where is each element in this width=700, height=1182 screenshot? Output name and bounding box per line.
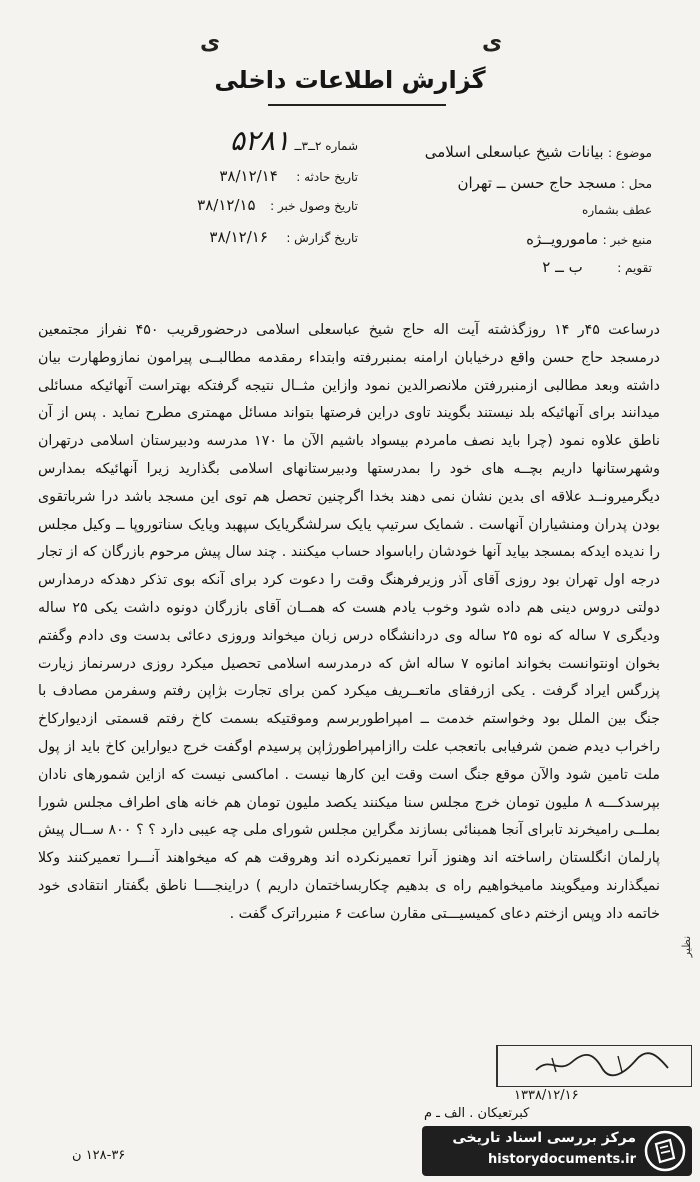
subject-value: بیانات شیخ عباسعلی اسلامی bbox=[424, 143, 604, 161]
receive-date-label: تاریخ وصول خبر : bbox=[270, 199, 358, 213]
receive-date-row bbox=[197, 196, 358, 214]
reference-row bbox=[582, 202, 652, 218]
place-row bbox=[457, 174, 652, 192]
rating-row bbox=[542, 258, 652, 276]
place-value: مسجد حاج حسن ــ تهران bbox=[457, 174, 617, 192]
event-date-row bbox=[219, 167, 358, 185]
report-date-value: ۳۸/۱۲/۱۶ bbox=[209, 228, 268, 246]
report-body bbox=[38, 317, 660, 929]
signature-name: کبرتعیکان . الف ـ م bbox=[424, 1106, 530, 1121]
report-paragraph: درساعت ۴۵ر ۱۴ روزگذشته آیت اله حاج شیخ عباسعلی اسلامی درحضورقریب ۴۵۰ نفراز مجتمعین درمسجد حاج حسن واقع درخیابان ارامنه بمنبررفته وابتداء رمقدمه مطالبــی پیرامون نمازوطهارت بیان داشته وبعد مطالبی ازمنبررفتن ملانصرالدین نمود وازاین مثــال نتیجه گرفتکه بهتراست آنهائیکه مسائلی میدانند برای آنهائیکه بلد نیستند بگویند تاوی دراین فرصتها بتواند مسائل مهمتری مطرح نماید . پس از آن ناطق علاوه نمود (چرا باید نصف مامردم بیسواد باشیم الآن ما ۱۷۰ مدرسه ودبیرستان اسلامی درتهران وشهرستانها داریم بچــه های خود را بمدرستها ودبیرستانهای اسلامی بگذارید زیرا آنهائیکه بمدارس دیگرمیرونــد علاقه ای بدین نشان نمی دهند بخدا اگرچنین تحصل هم توی این مسجد باشد درا شرباتقوی بودن پدران ومنشیاران آنهاست . شمایک سرتیپ یایک سرلشگریایک سپهبد ویایک سناتوروپا ــ وکیل مجلس را ندیده ایدکه بمسجد بیاید آنها خودشان راباسواد حساب میکنند . چند سال پیش مرحوم بازرگان که از تجار درجه اول تهران بود روزی آقای آذر وزیرفرهنگ وقت را دعوت کرد برای آنکه بوی تذکر دهدکه درمدارس دولتی دروس دینی هم داده شود وخوب یادم هست که همــان آقای بازرگان دونوه داشت یکی ۲۵ ساله ودیگری ۷ ساله که نوه ۲۵ ساله وی دردانشگاه درس زبان میخواند وروزی دعائی بدست وی دادم وگفتم بخوان اونتوانست بخواند امانوه ۷ ساله اش که درمدرسه اسلامی تحصیل میکرد روزی درسرنماز زیارت پزرگس ایراد گرفت . یکی ازرفقای ماتعــریف میکرد کمن برای تجارت بژاپن رفتم وسفرمن مصادف با جنگ بین الملل بود وخواستم خدمت ــ امپراطوربرسم وموقتیکه بسمت کاخ رفتم قسمتی ازدیوارکاخ راخراب دیدم ضمن شرفیابی باتعجب علت راازامپراطورژاپن پرسیدم اوگفت خرج دیواراین کاخ باید از پول ملت تامین شود والآن موقع جنگ است وقت این کارها نیست . اماکسی نیست که ازاین شمورهای نادان بپرسدکـــه ۸ ملیون تومان خرج مجلس سنا میکنند یکصد ملیون تومان هم خانه های اطراف مجلس شورا بملــی رامیخرند تابرای آنجا همبنائی بسازند مگراین مجلس شورای ملی چه عیبی دارد ؟ ؟ ۸۰۰ ســال پیش پارلمان انگلستان راساخته اند وهنوز آنرا تعمیرنکرده اند وهروقت هم که میخواهند آنـــرا تعمیرکنند وکلا نمیگذارند ومیگویند مامیخواهیم راه ی بدهیم چکاربساختمان داریم ) دراینجــــا ناطق بگفتار انتقادی خود خاتمه داد وپس ازختم دعای کمیسیـــتی مقارن ساعت ۶ منبرراترک گفت . bbox=[38, 322, 661, 922]
margin-note: نظیر bbox=[680, 935, 694, 958]
report-date-row bbox=[209, 228, 358, 246]
rating-value: ب ــ ۲ bbox=[542, 258, 583, 276]
title-underline bbox=[268, 104, 446, 106]
archive-logo bbox=[422, 1126, 692, 1176]
number-label: شماره ۲ــ۳ــ bbox=[294, 139, 358, 153]
report-title: گزارش اطلاعات داخلی bbox=[214, 66, 486, 94]
document-stack-icon bbox=[644, 1130, 686, 1172]
subject-label: موضوع : bbox=[607, 146, 652, 160]
logo-url-text: historydocuments.ir bbox=[487, 1152, 636, 1167]
rating-label: تقویم : bbox=[617, 261, 652, 275]
source-row bbox=[526, 230, 652, 248]
number-row bbox=[230, 124, 358, 157]
signature-date: ۱۳۳۸/۱۲/۱۶ bbox=[514, 1088, 579, 1103]
receive-date-value: ۳۸/۱۲/۱۵ bbox=[197, 196, 256, 214]
logo-persian-text: مرکز بررسی اسناد تاریخی bbox=[452, 1130, 636, 1146]
corner-mark-right: ی bbox=[482, 30, 503, 55]
event-date-label: تاریخ حادثه : bbox=[296, 170, 358, 184]
signature-scribble bbox=[532, 1050, 672, 1078]
source-label: منبع خبر : bbox=[602, 233, 652, 247]
corner-mark-left: ی bbox=[200, 30, 221, 55]
subject-row bbox=[425, 143, 652, 161]
event-date-value: ۳۸/۱۲/۱۴ bbox=[219, 167, 278, 185]
archive-reference: ۱۲۸-۳۶ ن bbox=[72, 1148, 126, 1163]
number-value: ۵۲۸۱ bbox=[229, 124, 291, 157]
source-value: مامورویــژه bbox=[526, 230, 599, 248]
reference-label: عطف بشماره bbox=[582, 203, 652, 217]
report-date-label: تاریخ گزارش : bbox=[286, 231, 358, 245]
place-label: محل : bbox=[620, 177, 652, 191]
